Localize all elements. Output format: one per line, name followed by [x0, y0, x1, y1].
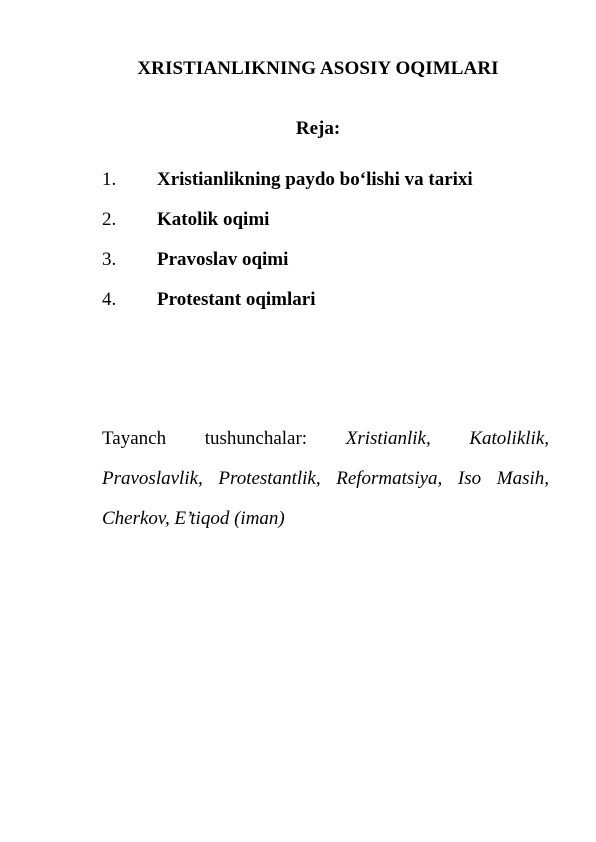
plan-item-number: 2.: [102, 209, 117, 230]
plan-item-text: Xristianlikning paydo bo‘lishi va tarixi: [157, 169, 473, 190]
plan-heading: Reja:: [295, 118, 341, 139]
key-concepts-paragraph: [102, 419, 549, 539]
plan-item-number: 3.: [102, 249, 117, 270]
plan-item-text: Protestant oqimlari: [157, 289, 316, 310]
key-concepts-terms: Xristianlik, Katoliklik, Pravoslavlik, Protestantlik, Reformatsiya, Iso Masih, Cherkov, E’tiqod (iman): [102, 428, 550, 529]
plan-item-text: Katolik oqimi: [157, 209, 270, 230]
plan-item-text: Pravoslav oqimi: [157, 249, 289, 270]
plan-item-number: 4.: [102, 289, 117, 310]
key-concepts-label: Tayanch tushunchalar:: [102, 428, 308, 449]
plan-item-number: 1.: [102, 169, 117, 190]
document-title: XRISTIANLIKNING ASOSIY OQIMLARI: [137, 58, 499, 79]
